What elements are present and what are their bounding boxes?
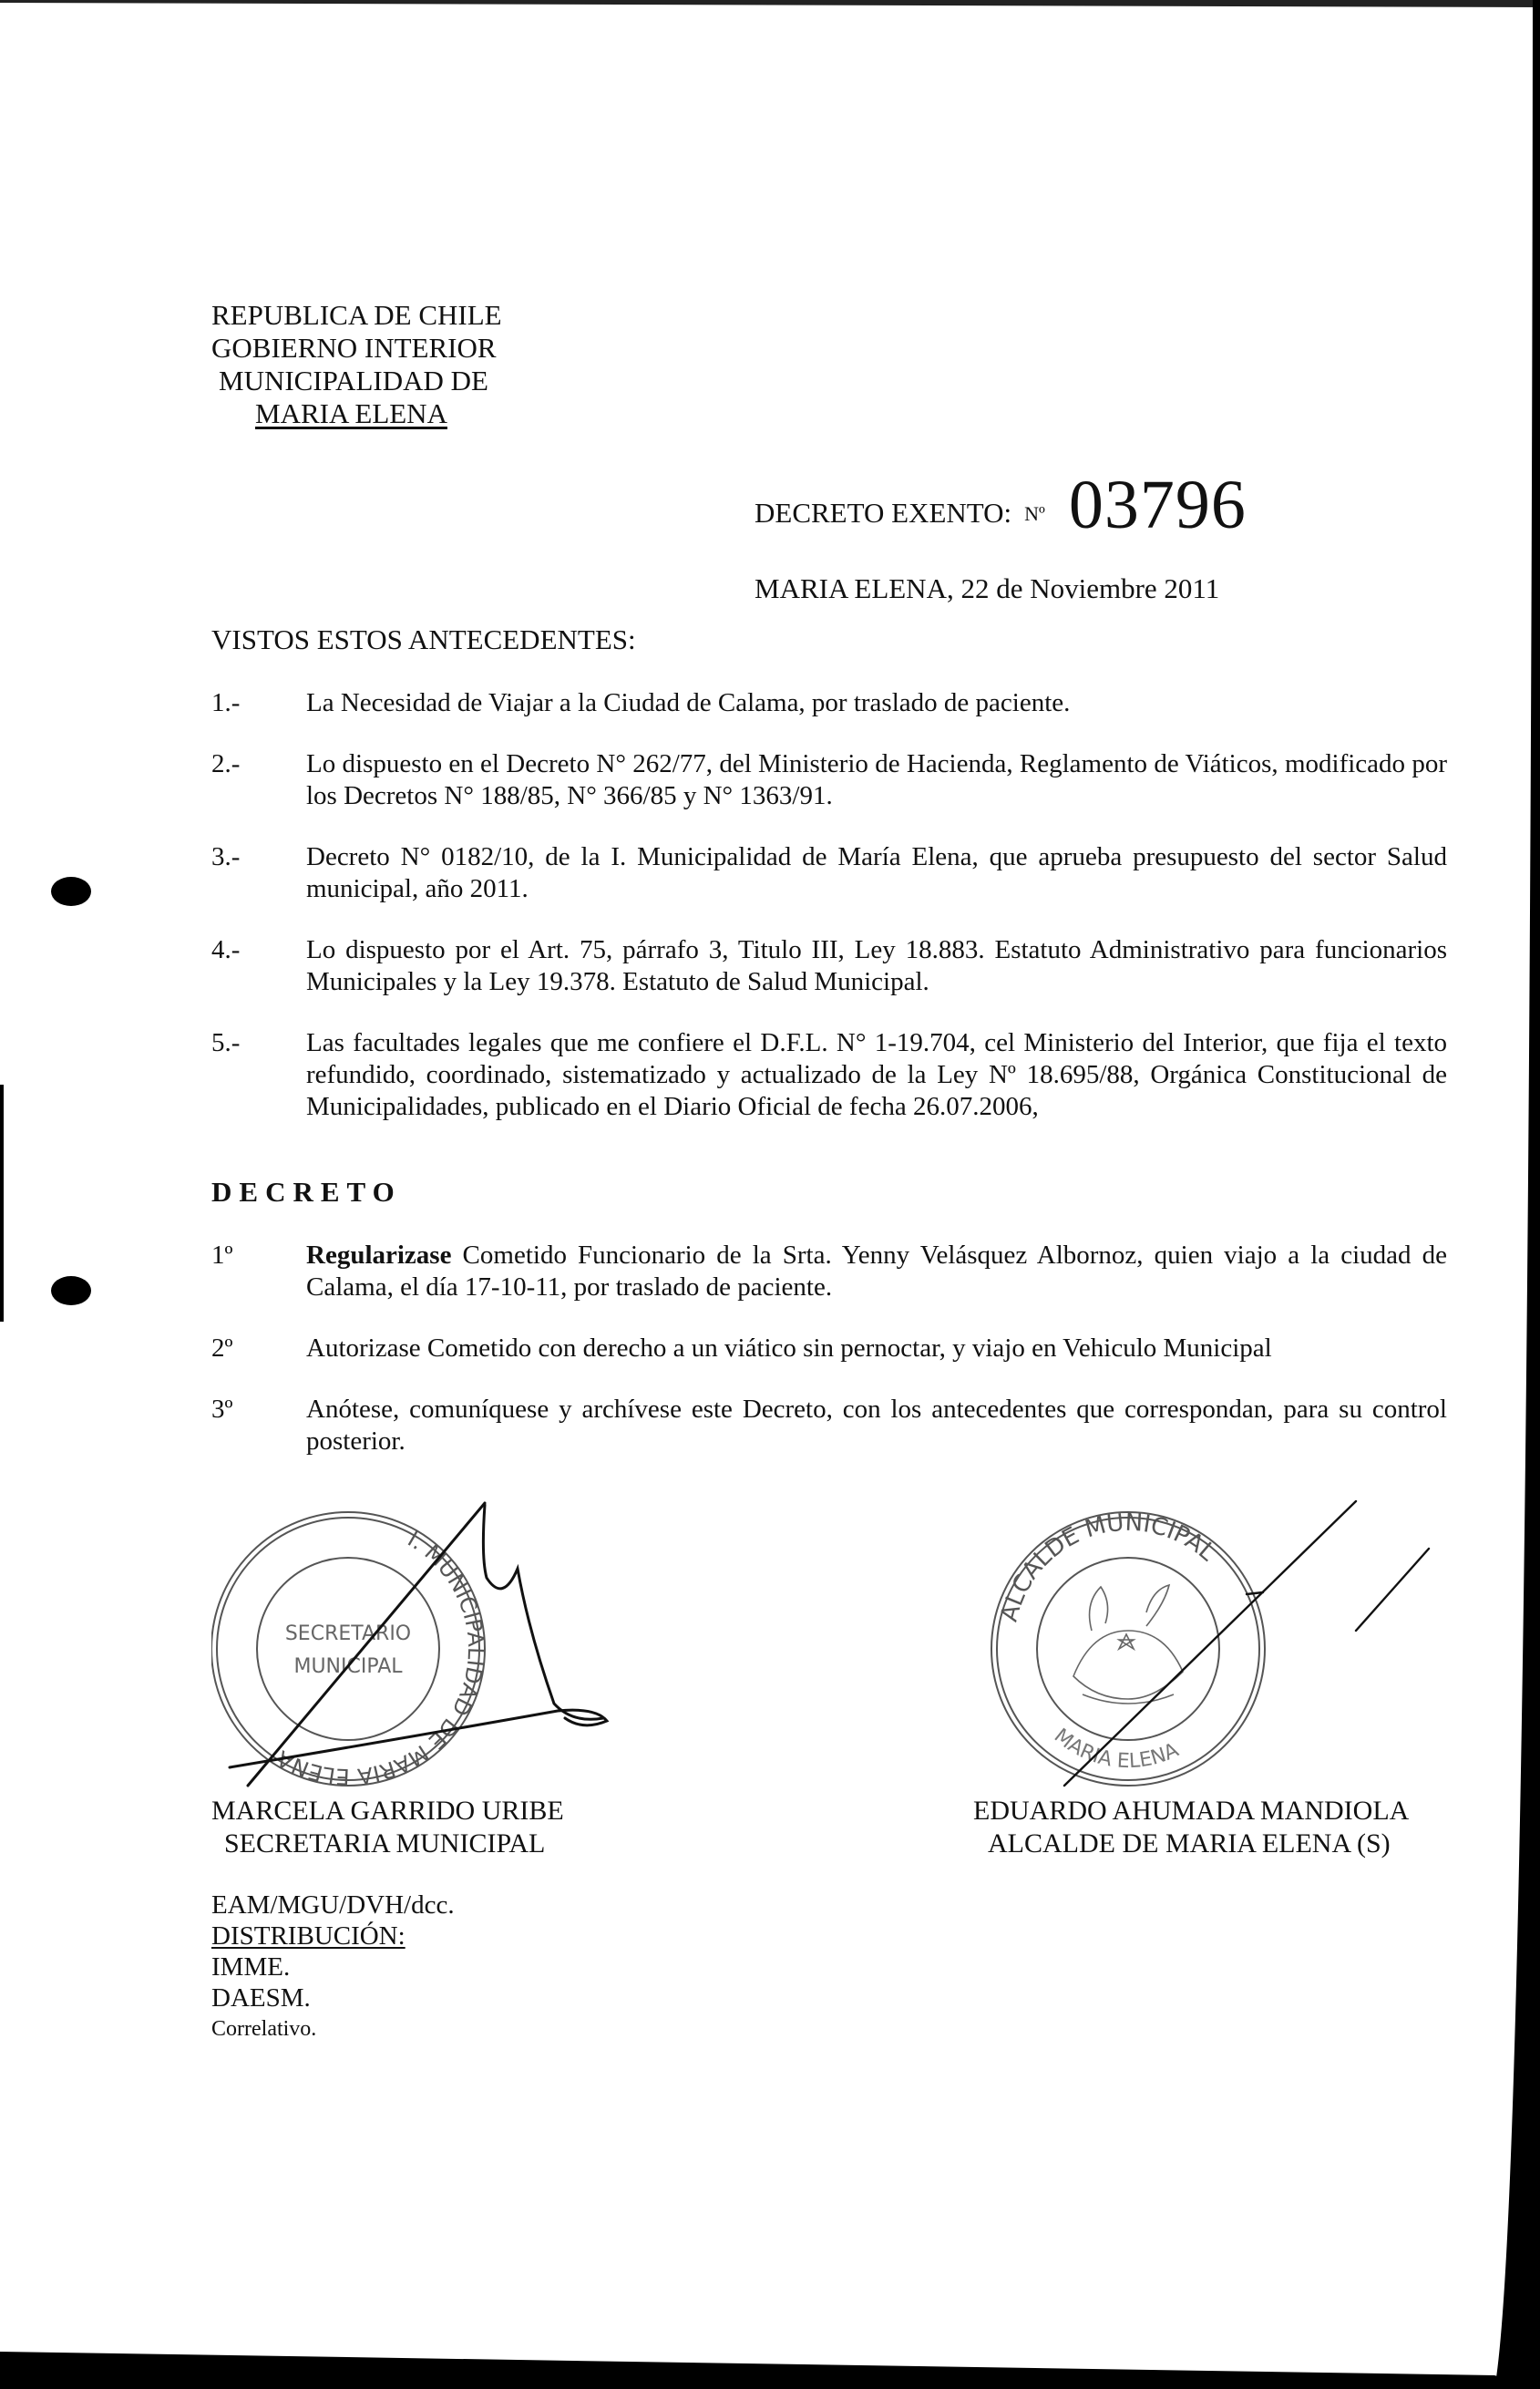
mayor-stamp-ring-top: ALCALDE MUNICIPAL [995, 1509, 1221, 1625]
correlativo-note: Correlativo. [211, 2017, 317, 2041]
decree-number: 03796 [1068, 467, 1247, 543]
item-text: Anótese, comuníquese y archívese este Decreto, con los antecedentes que correspondan, para su control posterior. [306, 1395, 1447, 1456]
decreto-item [211, 1333, 1447, 1364]
distribution-footer [211, 1890, 1447, 2044]
mayor-title: ALCALDE DE MARIA ELENA (S) [988, 1828, 1391, 1859]
item-number: 1º [211, 1241, 233, 1270]
mayor-signature [1064, 1501, 1429, 1786]
secretary-name: MARCELA GARRIDO URIBE [211, 1796, 564, 1826]
vistos-item [211, 748, 1447, 812]
item-text: Las facultades legales que me confiere el D.F.L. N° 1-19.704, cel Ministerio del Interior, que fija el texto refundido, coordinado, sistematizado y actualizado de la Ley Nº 18.695/88, Orgánica Constitucional de Municipalidades, publicado en el Diario Oficial de fecha 26.07.2006, [306, 1028, 1447, 1121]
item-text [306, 1240, 1447, 1303]
punch-hole [51, 1276, 91, 1305]
vistos-item [211, 934, 1447, 998]
decree-identification [755, 469, 1447, 605]
secretary-signature-block [211, 1494, 795, 1877]
item-number: 2.- [211, 749, 241, 778]
distribution-recipient: IMME. [211, 1952, 291, 1982]
number-sign: Nº [1024, 502, 1045, 525]
letterhead-city: MARIA ELENA [255, 397, 447, 429]
vistos-item [211, 687, 1447, 719]
mayor-signature-block [973, 1494, 1447, 1877]
signature-area [211, 1494, 1447, 1877]
distribution-recipient: DAESM. [211, 1983, 311, 2013]
item-text: Lo dispuesto por el Art. 75, párrafo 3, Titulo III, Ley 18.883. Estatuto Administrativo para funcionarios Municipales y la Ley 19.378. Estatuto de Salud Municipal. [306, 935, 1447, 996]
secretary-stamp-inner-1: SECRETARIO [284, 1622, 412, 1645]
item-text: Decreto N° 0182/10, de la I. Municipalidad de María Elena, que aprueba presupuesto del sector Salud municipal, año 2011. [306, 842, 1447, 903]
decreto-item [211, 1240, 1447, 1303]
scan-bottom-edge [0, 2352, 1540, 2389]
mayor-name-block [973, 1795, 1409, 1860]
vistos-heading: VISTOS ESTOS ANTECEDENTES: [211, 623, 636, 655]
scan-left-edge [0, 1085, 4, 1322]
decree-number-line [755, 469, 1447, 552]
decree-document [211, 0, 1447, 2044]
vistos-item [211, 1027, 1447, 1123]
distribution-label: DISTRIBUCIÓN: [211, 1921, 406, 1951]
letterhead-municipality: MUNICIPALIDAD DE [219, 365, 488, 396]
secretary-name-block [211, 1795, 564, 1860]
item-number: 1.- [211, 688, 241, 717]
punch-hole [51, 877, 91, 906]
item-number: 2º [211, 1334, 233, 1363]
initials: EAM/MGU/DVH/dcc. [211, 1890, 455, 1920]
secretary-title: SECRETARIA MUNICIPAL [224, 1828, 546, 1859]
mayor-stamp-ring-bottom: MARIA ELENA [1049, 1724, 1183, 1774]
scan-right-edge [1494, 0, 1540, 2389]
decreto-heading: DECRETO [211, 1176, 402, 1208]
item-bold-verb: Regularizase [306, 1241, 452, 1270]
mayor-name: EDUARDO AHUMADA MANDIOLA [973, 1796, 1410, 1826]
item-body: Cometido Funcionario de la Srta. Yenny Velásquez Albornoz, quien viajo a la ciudad de Calama, el día 17-10-11, por traslado de paciente. [306, 1241, 1447, 1302]
vistos-item [211, 841, 1447, 905]
item-text: La Necesidad de Viajar a la Ciudad de Calama, por traslado de paciente. [306, 688, 1071, 717]
secretary-stamp-ring-text: I. MUNICIPALIDAD DE MARIA ELENA [272, 1526, 489, 1790]
place-date: MARIA ELENA, 22 de Noviembre 2011 [755, 572, 1220, 604]
item-text: Autorizase Cometido con derecho a un viático sin pernoctar, y viajo en Vehiculo Municipal [306, 1334, 1272, 1363]
letterhead-country: REPUBLICA DE CHILE [211, 299, 502, 331]
decree-label: DECRETO EXENTO: [755, 497, 1012, 529]
item-number: 5.- [211, 1028, 241, 1057]
item-number: 3º [211, 1395, 233, 1424]
letterhead [211, 299, 1447, 430]
item-text: Lo dispuesto en el Decreto N° 262/77, del Ministerio de Hacienda, Reglamento de Viáticos, modificado por los Decretos N° 188/85, N° 366/85 y N° 1363/91. [306, 749, 1447, 810]
letterhead-government: GOBIERNO INTERIOR [211, 332, 497, 364]
decreto-item [211, 1394, 1447, 1457]
item-number: 3.- [211, 842, 241, 871]
mayor-stamp [991, 1509, 1265, 1786]
item-number: 4.- [211, 935, 241, 964]
secretary-stamp-inner-2: MUNICIPAL [293, 1655, 403, 1678]
